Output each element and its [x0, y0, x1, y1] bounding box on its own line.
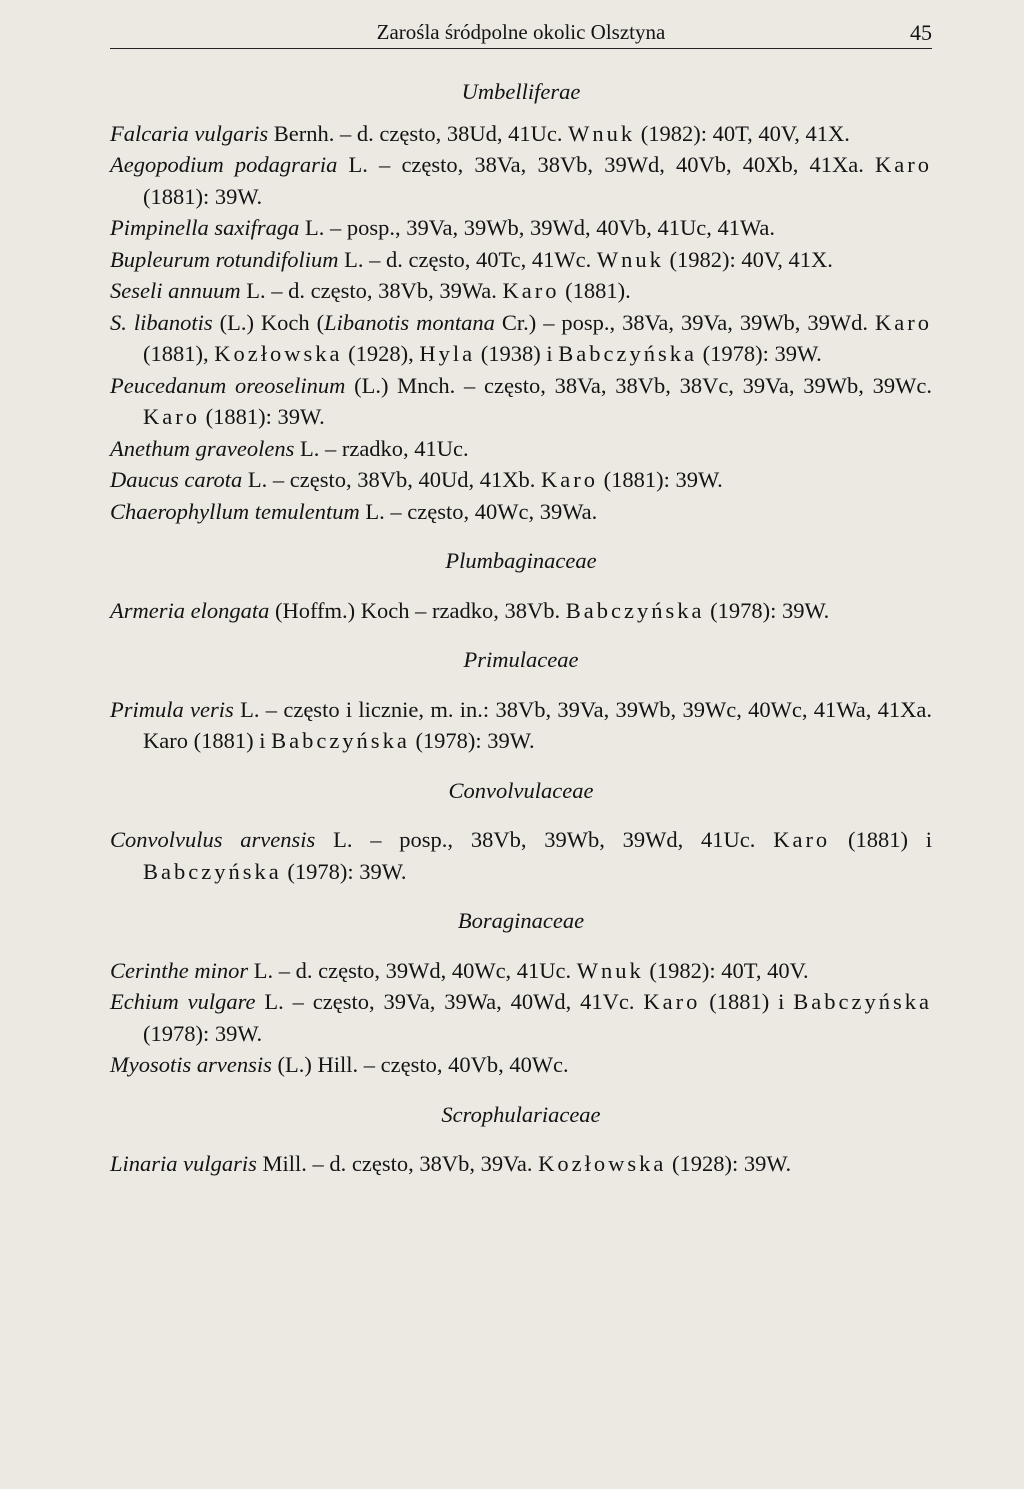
species-author: L. — [338, 246, 364, 272]
species-name: Bupleurum rotundifolium — [110, 246, 339, 272]
species-occurrence: – często, 40Wc, 39Wa. — [384, 498, 598, 524]
species-name: Primula veris — [110, 696, 234, 722]
reference-author: Babczyńska — [793, 989, 932, 1014]
species-occurrence: – często, 39Va, 39Wa, 40Wd, 41Vc. — [283, 989, 644, 1014]
reference-author: Karo — [502, 278, 560, 303]
species-entry — [110, 1049, 932, 1081]
reference-text: (1928), — [342, 341, 420, 366]
species-entry — [110, 275, 932, 307]
family-heading: Scrophulariaceae — [441, 1101, 601, 1127]
species-author: L. — [242, 467, 268, 492]
species-entry — [110, 595, 932, 627]
species-author: L. — [315, 827, 353, 852]
reference-text: (1928): 39W. — [666, 1151, 792, 1176]
reference-text: (1982): 40T, 40V. — [643, 957, 809, 983]
reference-text: (1881): 39W. — [597, 467, 723, 492]
reference-author: Hyla — [419, 341, 476, 366]
reference-author: Karo — [875, 309, 932, 335]
species-entry — [110, 1148, 932, 1180]
species-occurrence: – często, 38Va, 38Vb, 39Wd, 40Vb, 40Xb, 41Xa. — [367, 152, 875, 177]
reference-author: Wnuk — [568, 120, 636, 146]
species-entry — [110, 244, 932, 276]
reference-author: Babczyńska — [565, 597, 705, 623]
species-name: Anethum graveolens — [110, 435, 295, 461]
reference-author: Babczyńska — [271, 728, 410, 753]
reference-author: Karo — [643, 989, 701, 1014]
species-occurrence: – d. często, 38Vb, 39Wa. — [265, 278, 503, 303]
reference-text: (1881) i — [830, 827, 933, 852]
species-entry — [110, 307, 932, 370]
reference-text: (1881). — [559, 278, 631, 303]
species-entry — [110, 824, 932, 887]
species-occurrence: – d. często, 39Wd, 40Wc, 41Uc. — [273, 957, 577, 983]
species-occurrence: – często, 38Va, 38Vb, 38Vc, 39Va, 39Wb, 39Wc. — [455, 372, 932, 398]
species-entry — [110, 212, 932, 244]
reference-text: (1881): 39W. — [143, 183, 263, 209]
reference-author: Karo — [541, 467, 598, 492]
species-occurrence: – posp., 39Va, 39Wb, 39Wd, 40Vb, 41Uc, 41Wa. — [324, 215, 776, 240]
species-name: Armeria elongata — [110, 597, 270, 623]
synonym-name: Libanotis montana — [324, 309, 495, 335]
reference-author: Babczyńska — [143, 858, 282, 884]
species-occurrence: – często, 38Vb, 40Ud, 41Xb. — [267, 467, 541, 492]
reference-author: Kozłowska — [214, 341, 343, 366]
reference-text: (1978): 39W. — [696, 341, 822, 366]
species-entry — [110, 694, 932, 757]
reference-text: (1982): 40T, 40V, 41X. — [635, 120, 850, 146]
species-occurrence: – często i licznie, m. in.: 38Vb, 39Va, 39Wb, 39Wc, 40Wc, 41Wa, 41Xa. Karo (1881) i — [143, 696, 932, 753]
species-name: S. libanotis — [110, 309, 213, 335]
page-header — [110, 18, 932, 46]
species-author: (Hoffm.) Koch — [269, 597, 410, 623]
species-name: Convolvulus arvensis — [110, 827, 316, 852]
reference-text: (1881) i — [700, 989, 794, 1014]
species-name: Echium vulgare — [110, 989, 256, 1014]
species-author: L. — [240, 278, 266, 303]
reference-author: Karo — [773, 827, 831, 852]
species-name: Aegopodium podagraria — [110, 152, 338, 177]
species-list — [110, 76, 932, 1180]
species-entry — [110, 370, 932, 433]
header-rule — [110, 48, 932, 49]
page-number: 45 — [910, 20, 932, 45]
species-author: L. — [233, 696, 260, 722]
species-name: Myosotis arvensis — [110, 1052, 272, 1077]
species-name: Chaerophyllum temulentum — [110, 498, 360, 524]
species-author: Mill. — [256, 1151, 307, 1176]
species-occurrence: – rzadko, 41Uc. — [319, 435, 469, 461]
reference-text: (1881), — [143, 341, 215, 366]
reference-author: Wnuk — [576, 957, 644, 983]
species-name: Cerinthe minor — [110, 957, 249, 983]
family-heading: Boraginaceae — [457, 908, 585, 933]
reference-text: (1978): 39W. — [409, 728, 535, 753]
species-name: Pimpinella saxifraga — [110, 215, 300, 240]
reference-author: Kozłowska — [538, 1151, 667, 1176]
species-entry — [110, 986, 932, 1049]
species-entry — [110, 464, 932, 496]
reference-author: Babczyńska — [558, 341, 697, 366]
reference-author: Karo — [143, 404, 200, 429]
reference-text: (1978): 39W. — [281, 858, 407, 884]
species-name: Linaria vulgaris — [110, 1151, 257, 1176]
synonym-author: Cr.) — [494, 309, 537, 335]
species-author: L. — [294, 435, 320, 461]
species-author: Bernh. — [268, 120, 335, 146]
species-author: (L.) Mnch. — [345, 372, 456, 398]
species-entry — [110, 433, 932, 465]
family-heading: Umbelliferae — [461, 79, 581, 104]
species-author: L. — [359, 498, 385, 524]
species-occurrence: – posp., 38Va, 39Va, 39Wb, 39Wd. — [536, 309, 875, 335]
running-title: Zarośla śródpolne okolic Olsztyna — [376, 20, 666, 44]
species-author: L. — [248, 957, 274, 983]
species-author: L. — [255, 989, 284, 1014]
family-heading: Convolvulaceae — [448, 777, 594, 803]
reference-text: (1978): 39W. — [704, 597, 830, 623]
reference-text: (1982): 40V, 41X. — [663, 246, 833, 272]
reference-author: Karo — [875, 152, 932, 177]
reference-text: (1881): 39W. — [199, 404, 325, 429]
species-author: L. — [299, 215, 325, 240]
species-author: (L.) Koch ( — [212, 309, 325, 335]
species-occurrence: – posp., 38Vb, 39Wb, 39Wd, 41Uc. — [352, 827, 774, 852]
species-name: Seseli annuum — [110, 278, 241, 303]
species-author: L. — [337, 152, 368, 177]
species-occurrence: – d. często, 38Vb, 39Va. — [306, 1151, 539, 1176]
family-heading: Primulaceae — [463, 647, 579, 672]
species-occurrence: – d. często, 38Ud, 41Uc. — [334, 120, 569, 146]
species-name: Daucus carota — [110, 467, 243, 492]
species-entry — [110, 496, 932, 528]
family-heading: Plumbaginaceae — [445, 548, 597, 573]
species-occurrence: – d. często, 40Tc, 41Wc. — [363, 246, 597, 272]
species-entry — [110, 149, 932, 212]
species-entry — [110, 118, 932, 150]
species-name: Peucedanum oreoselinum — [110, 372, 346, 398]
species-occurrence: – rzadko, 38Vb. — [409, 597, 566, 623]
species-occurrence: – często, 40Vb, 40Wc. — [358, 1052, 569, 1077]
species-entry — [110, 955, 932, 987]
species-name: Falcaria vulgaris — [110, 120, 269, 146]
reference-text: (1938) i — [475, 341, 559, 366]
reference-text: (1978): 39W. — [143, 1020, 263, 1046]
reference-author: Wnuk — [596, 246, 664, 272]
species-author: (L.) Hill. — [271, 1052, 359, 1077]
